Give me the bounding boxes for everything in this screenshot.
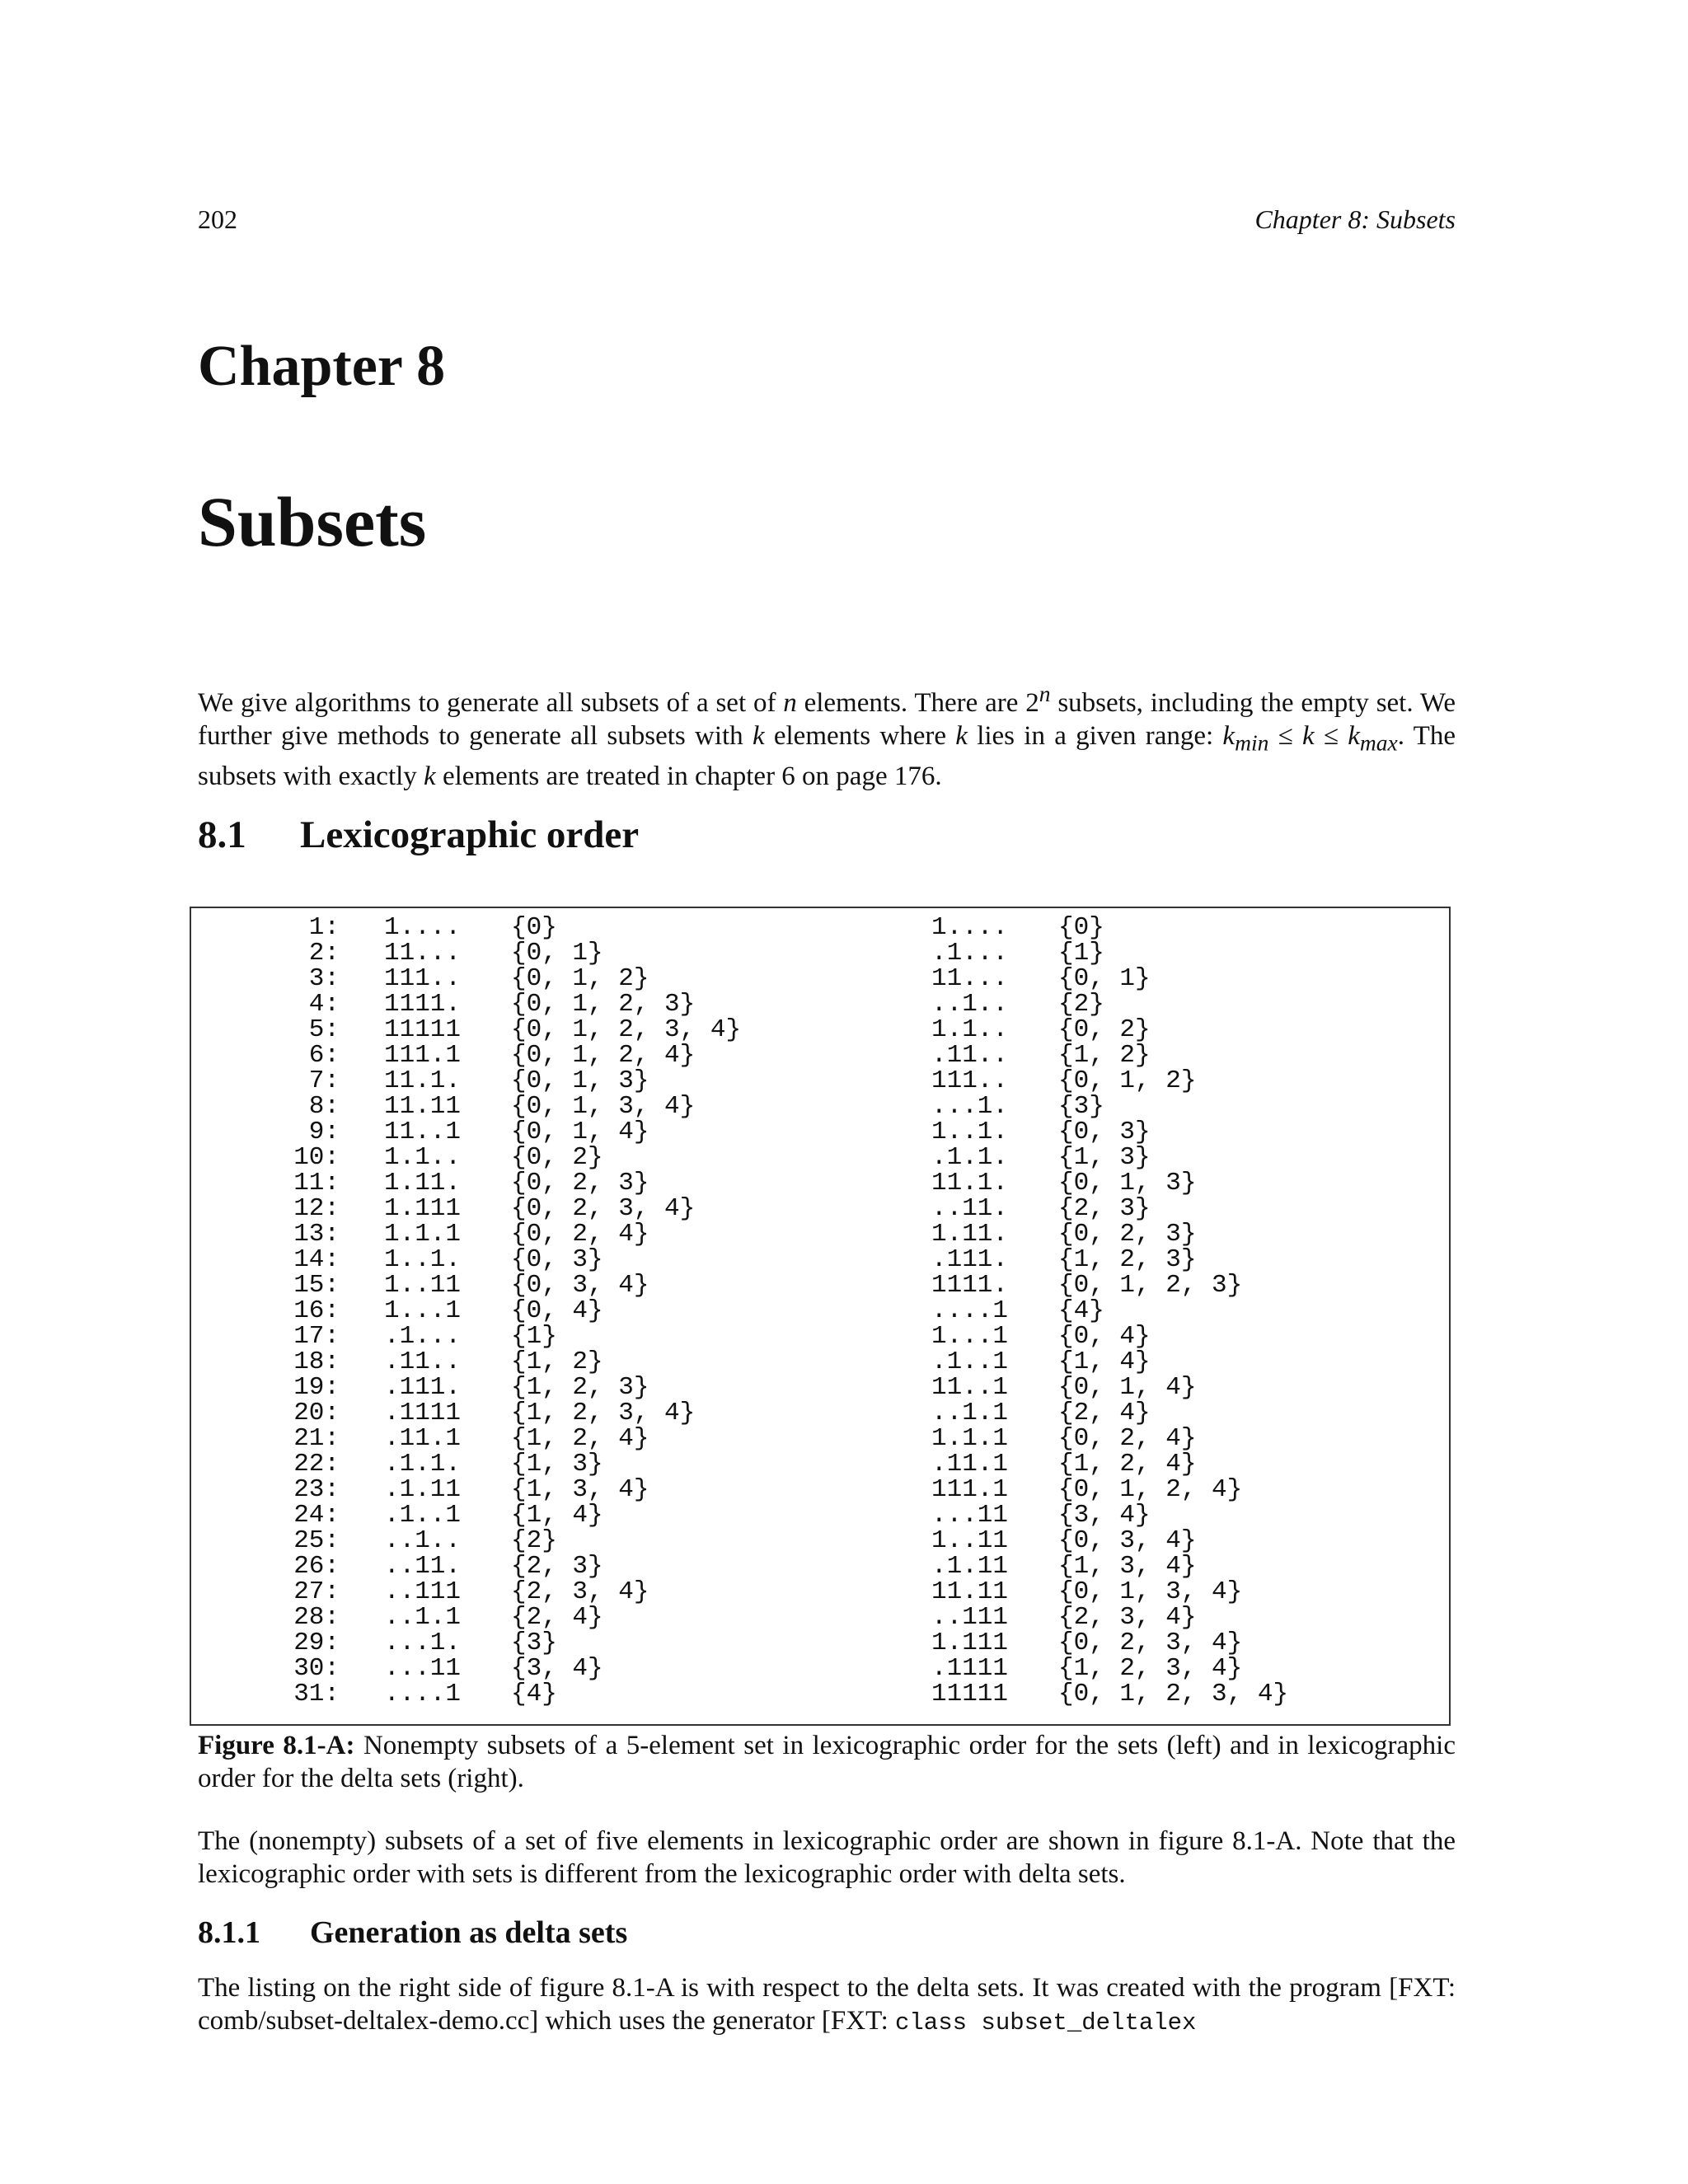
row-index: 6: (308, 1041, 340, 1070)
row-index: 17: (293, 1322, 340, 1351)
table-row (191, 1068, 1449, 1094)
right-bitstring: 11111 (931, 1680, 1009, 1708)
right-set: {1, 2, 3} (1058, 1245, 1197, 1274)
right-bitstring: 11.1. (931, 1169, 1009, 1197)
chapter-title: Subsets (198, 482, 427, 561)
right-bitstring: .11.. (931, 1041, 1009, 1070)
left-bitstring: 1.111 (384, 1194, 462, 1223)
table-row (191, 1630, 1449, 1656)
right-set: {0, 1, 2, 3, 4} (1058, 1680, 1289, 1708)
right-bitstring: ..1.1 (931, 1399, 1009, 1427)
left-bitstring: 1111. (384, 990, 462, 1019)
left-bitstring: 11.1. (384, 1066, 462, 1095)
right-bitstring: ..11. (931, 1194, 1009, 1223)
section-number: 8.1 (198, 813, 246, 856)
right-bitstring: 1.... (931, 913, 1009, 942)
right-bitstring: ....1 (931, 1296, 1009, 1325)
right-set: {1} (1058, 939, 1104, 968)
left-bitstring: 1..1. (384, 1245, 462, 1274)
left-bitstring: ..11. (384, 1552, 462, 1581)
left-set: {1, 2} (511, 1347, 603, 1376)
left-set: {1, 3} (511, 1450, 603, 1479)
figure-caption (198, 1729, 1456, 1795)
table-row (191, 1554, 1449, 1579)
right-bitstring: 1.1.1 (931, 1424, 1009, 1453)
left-bitstring: 11..1 (384, 1118, 462, 1146)
body-paragraph-2: The listing on the right side of figure 8.1-A is with respect to the delta sets. It was created with the program [FXT: comb/subset-deltalex-demo.cc] which uses the generator [FXT: class subset_deltalex (198, 1973, 1456, 2036)
right-set: {1, 2, 4} (1058, 1450, 1197, 1479)
right-set: {0, 2} (1058, 1015, 1151, 1044)
right-bitstring: 1111. (931, 1271, 1009, 1300)
left-bitstring: 111.. (384, 964, 462, 993)
left-set: {0, 1, 4} (511, 1118, 649, 1146)
table-row (191, 1221, 1449, 1247)
right-set: {2, 3, 4} (1058, 1603, 1197, 1632)
row-index: 10: (293, 1143, 340, 1172)
table-row (191, 940, 1449, 966)
left-bitstring: 1...1 (384, 1296, 462, 1325)
right-bitstring: .111. (931, 1245, 1009, 1274)
left-set: {0, 1, 2, 3, 4} (511, 1015, 742, 1044)
left-set: {2} (511, 1526, 557, 1555)
left-set: {1, 2, 4} (511, 1424, 649, 1453)
row-index: 21: (293, 1424, 340, 1453)
right-set: {2, 3} (1058, 1194, 1151, 1223)
right-bitstring: .1.11 (931, 1552, 1009, 1581)
right-set: {0, 1, 3, 4} (1058, 1577, 1243, 1606)
left-set: {3, 4} (511, 1654, 603, 1683)
left-bitstring: ..1.. (384, 1526, 462, 1555)
right-bitstring: 1..1. (931, 1118, 1009, 1146)
left-set: {1} (511, 1322, 557, 1351)
right-bitstring: 11..1 (931, 1373, 1009, 1402)
body-paragraph: The (nonempty) subsets of a set of five elements in lexicographic order are shown in figure 8.1-A. Note that the lexicographic order with sets is different from the lexicographic order with delta sets. (198, 1826, 1456, 1889)
table-row (191, 1145, 1449, 1170)
left-set: {3} (511, 1629, 557, 1657)
row-index: 22: (293, 1450, 340, 1479)
row-index: 20: (293, 1399, 340, 1427)
table-row (191, 1272, 1449, 1298)
left-bitstring: ...1. (384, 1629, 462, 1657)
left-set: {0, 1, 2} (511, 964, 649, 993)
row-index: 26: (293, 1552, 340, 1581)
left-set: {0, 2} (511, 1143, 603, 1172)
table-row (191, 1043, 1449, 1068)
right-bitstring: ..1.. (931, 990, 1009, 1019)
table-row (191, 1196, 1449, 1221)
right-bitstring: 1.11. (931, 1220, 1009, 1249)
right-bitstring: ..111 (931, 1603, 1009, 1632)
table-row (191, 915, 1449, 940)
left-set: {0, 3} (511, 1245, 603, 1274)
table-row (191, 1247, 1449, 1272)
right-set: {0, 1, 2, 3} (1058, 1271, 1243, 1300)
left-bitstring: .111. (384, 1373, 462, 1402)
left-bitstring: 1.11. (384, 1169, 462, 1197)
right-set: {0, 1, 3} (1058, 1169, 1197, 1197)
right-set: {2, 4} (1058, 1399, 1151, 1427)
left-set: {0, 1, 3} (511, 1066, 649, 1095)
right-bitstring: .1111 (931, 1654, 1009, 1683)
table-row (191, 1451, 1449, 1477)
right-set: {0, 1, 4} (1058, 1373, 1197, 1402)
subsection-number: 8.1.1 (198, 1915, 260, 1950)
row-index: 23: (293, 1475, 340, 1504)
table-row (191, 1426, 1449, 1451)
row-index: 12: (293, 1194, 340, 1223)
right-set: {1, 2, 3, 4} (1058, 1654, 1243, 1683)
running-head (198, 204, 1456, 239)
chapter-label: Chapter 8 (198, 335, 446, 398)
left-bitstring: 111.1 (384, 1041, 462, 1070)
table-row (191, 1298, 1449, 1324)
left-bitstring: 11111 (384, 1015, 462, 1044)
table-row (191, 1681, 1449, 1707)
row-index: 14: (293, 1245, 340, 1274)
right-bitstring: 1.1.. (931, 1015, 1009, 1044)
left-set: {0, 3, 4} (511, 1271, 649, 1300)
row-index: 18: (293, 1347, 340, 1376)
row-index: 31: (293, 1680, 340, 1708)
left-bitstring: ...11 (384, 1654, 462, 1683)
right-bitstring: 111.. (931, 1066, 1009, 1095)
left-set: {0, 1, 2, 4} (511, 1041, 696, 1070)
row-index: 4: (308, 990, 340, 1019)
left-set: {0, 2, 3, 4} (511, 1194, 696, 1223)
running-chapter-title: Chapter 8: Subsets (1254, 204, 1456, 234)
left-bitstring: 1.1.1 (384, 1220, 462, 1249)
row-index: 28: (293, 1603, 340, 1632)
table-row (191, 966, 1449, 991)
caption-label: Figure 8.1-A: (198, 1731, 355, 1760)
right-bitstring: 11... (931, 964, 1009, 993)
left-bitstring: .1.1. (384, 1450, 462, 1479)
row-index: 25: (293, 1526, 340, 1555)
right-set: {0, 4} (1058, 1322, 1151, 1351)
row-index: 24: (293, 1501, 340, 1530)
right-bitstring: 1...1 (931, 1322, 1009, 1351)
table-row (191, 1502, 1449, 1528)
row-index: 1: (308, 913, 340, 942)
right-set: {0, 2, 3, 4} (1058, 1629, 1243, 1657)
right-set: {1, 3, 4} (1058, 1552, 1197, 1581)
left-bitstring: 1..11 (384, 1271, 462, 1300)
right-bitstring: 11.11 (931, 1577, 1009, 1606)
right-bitstring: .1.1. (931, 1143, 1009, 1172)
row-index: 19: (293, 1373, 340, 1402)
subset-table (191, 915, 1449, 1707)
table-row (191, 991, 1449, 1017)
table-row (191, 1656, 1449, 1681)
right-set: {0, 2, 3} (1058, 1220, 1197, 1249)
table-row (191, 1017, 1449, 1043)
right-set: {0} (1058, 913, 1104, 942)
table-row (191, 1605, 1449, 1630)
right-set: {0, 1, 2, 4} (1058, 1475, 1243, 1504)
right-set: {3} (1058, 1092, 1104, 1121)
left-set: {4} (511, 1680, 557, 1708)
left-bitstring: ..1.1 (384, 1603, 462, 1632)
left-set: {1, 4} (511, 1501, 603, 1530)
left-set: {1, 3, 4} (511, 1475, 649, 1504)
row-index: 5: (308, 1015, 340, 1044)
left-set: {0, 1, 2, 3} (511, 990, 696, 1019)
right-set: {0, 2, 4} (1058, 1424, 1197, 1453)
table-row (191, 1119, 1449, 1145)
left-bitstring: .1..1 (384, 1501, 462, 1530)
right-bitstring: .11.1 (931, 1450, 1009, 1479)
table-row (191, 1375, 1449, 1400)
right-set: {1, 3} (1058, 1143, 1151, 1172)
left-set: {0, 2, 3} (511, 1169, 649, 1197)
row-index: 30: (293, 1654, 340, 1683)
right-set: {0, 3, 4} (1058, 1526, 1197, 1555)
left-set: {2, 3} (511, 1552, 603, 1581)
table-row (191, 1528, 1449, 1554)
table-row (191, 1094, 1449, 1119)
right-set: {0, 3} (1058, 1118, 1151, 1146)
left-set: {2, 3, 4} (511, 1577, 649, 1606)
right-set: {0, 1, 2} (1058, 1066, 1197, 1095)
right-set: {4} (1058, 1296, 1104, 1325)
table-row (191, 1170, 1449, 1196)
right-bitstring: 111.1 (931, 1475, 1009, 1504)
left-bitstring: ....1 (384, 1680, 462, 1708)
left-set: {0, 1, 3, 4} (511, 1092, 696, 1121)
left-bitstring: .11.. (384, 1347, 462, 1376)
table-row (191, 1349, 1449, 1375)
row-index: 3: (308, 964, 340, 993)
left-set: {0, 1} (511, 939, 603, 968)
table-row (191, 1579, 1449, 1605)
row-index: 11: (293, 1169, 340, 1197)
left-bitstring: 11... (384, 939, 462, 968)
right-set: {2} (1058, 990, 1104, 1019)
code-class-name: class subset_deltalex (895, 2009, 1197, 2036)
left-set: {1, 2, 3} (511, 1373, 649, 1402)
left-set: {0, 4} (511, 1296, 603, 1325)
subsection-title: Generation as delta sets (310, 1915, 628, 1950)
left-bitstring: .1... (384, 1322, 462, 1351)
right-bitstring: .1..1 (931, 1347, 1009, 1376)
row-index: 15: (293, 1271, 340, 1300)
left-bitstring: 11.11 (384, 1092, 462, 1121)
left-set: {0} (511, 913, 557, 942)
row-index: 8: (308, 1092, 340, 1121)
table-row (191, 1400, 1449, 1426)
left-set: {2, 4} (511, 1603, 603, 1632)
figure-box (190, 907, 1451, 1726)
right-bitstring: 1..11 (931, 1526, 1009, 1555)
row-index: 13: (293, 1220, 340, 1249)
row-index: 27: (293, 1577, 340, 1606)
left-bitstring: ..111 (384, 1577, 462, 1606)
row-index: 2: (308, 939, 340, 968)
caption-text: Nonempty subsets of a 5-element set in lexicographic order for the sets (left) and in lexicographic order for the delta sets (right). (198, 1731, 1456, 1793)
left-bitstring: 1.... (384, 913, 462, 942)
subsection-heading (198, 1917, 627, 1948)
right-set: {3, 4} (1058, 1501, 1151, 1530)
table-row (191, 1477, 1449, 1502)
left-bitstring: .1.11 (384, 1475, 462, 1504)
right-set: {1, 2} (1058, 1041, 1151, 1070)
right-bitstring: .1... (931, 939, 1009, 968)
left-set: {0, 2, 4} (511, 1220, 649, 1249)
intro-paragraph: We give algorithms to generate all subsets of a set of n elements. There are 2$^n$ subsets, including the empty set. We further give methods to generate all subsets with k elements where k lies in a given range: $k_{min} \le k \le k_{max}$. The subsets with exactly k elements are treated in chapter 6 on page 176. (198, 681, 1456, 791)
page-number: 202 (198, 204, 237, 234)
row-index: 9: (308, 1118, 340, 1146)
left-bitstring: .1111 (384, 1399, 462, 1427)
right-bitstring: 1.111 (931, 1629, 1009, 1657)
row-index: 29: (293, 1629, 340, 1657)
right-bitstring: ...11 (931, 1501, 1009, 1530)
right-bitstring: ...1. (931, 1092, 1009, 1121)
row-index: 16: (293, 1296, 340, 1325)
left-bitstring: .11.1 (384, 1424, 462, 1453)
row-index: 7: (308, 1066, 340, 1095)
right-set: {1, 4} (1058, 1347, 1151, 1376)
right-set: {0, 1} (1058, 964, 1151, 993)
left-bitstring: 1.1.. (384, 1143, 462, 1172)
section-title: Lexicographic order (300, 813, 640, 856)
left-set: {1, 2, 3, 4} (511, 1399, 696, 1427)
table-row (191, 1324, 1449, 1349)
section-heading (198, 813, 640, 856)
